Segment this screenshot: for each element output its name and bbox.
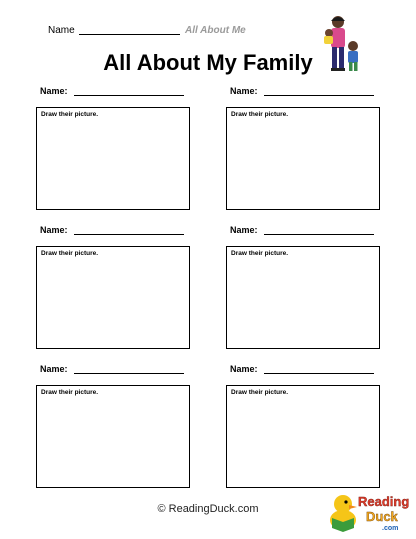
header-topic: All About Me — [185, 25, 246, 36]
card-4-name-line[interactable] — [264, 234, 374, 235]
card-5-drawing-box[interactable] — [36, 385, 190, 488]
reading-duck-logo — [326, 490, 412, 534]
card-2-drawing-box[interactable] — [226, 107, 380, 210]
card-3-drawing-box[interactable] — [36, 246, 190, 349]
card-3-name-line[interactable] — [74, 234, 184, 235]
card-5-name-line[interactable] — [74, 373, 184, 374]
card-2-caption: Draw their picture. — [231, 111, 289, 118]
card-1-caption: Draw their picture. — [41, 111, 99, 118]
card-5-name-label: Name: — [40, 364, 68, 374]
card-4-caption: Draw their picture. — [231, 250, 289, 257]
card-6-name-line[interactable] — [264, 373, 374, 374]
card-3-name-label: Name: — [40, 225, 68, 235]
card-6-drawing-box[interactable] — [226, 385, 380, 488]
logo-word-duck: Duck — [366, 509, 398, 524]
card-4-name-label: Name: — [230, 225, 258, 235]
card-6-name-label: Name: — [230, 364, 258, 374]
card-1-name-line[interactable] — [74, 95, 184, 96]
card-1-drawing-box[interactable] — [36, 107, 190, 210]
logo-suffix: .com — [382, 525, 399, 532]
card-2-name-line[interactable] — [264, 95, 374, 96]
header-name-label: Name — [48, 25, 75, 36]
card-4-drawing-box[interactable] — [226, 246, 380, 349]
page-title: All About My Family — [103, 50, 313, 75]
footer-copyright: © ReadingDuck.com — [157, 503, 259, 515]
card-1-name-label: Name: — [40, 86, 68, 96]
card-5-caption: Draw their picture. — [41, 389, 99, 396]
card-3-caption: Draw their picture. — [41, 250, 99, 257]
header-name-line — [79, 34, 180, 35]
card-6-caption: Draw their picture. — [231, 389, 289, 396]
card-2-name-label: Name: — [230, 86, 258, 96]
logo-word-reading: Reading — [358, 494, 410, 509]
